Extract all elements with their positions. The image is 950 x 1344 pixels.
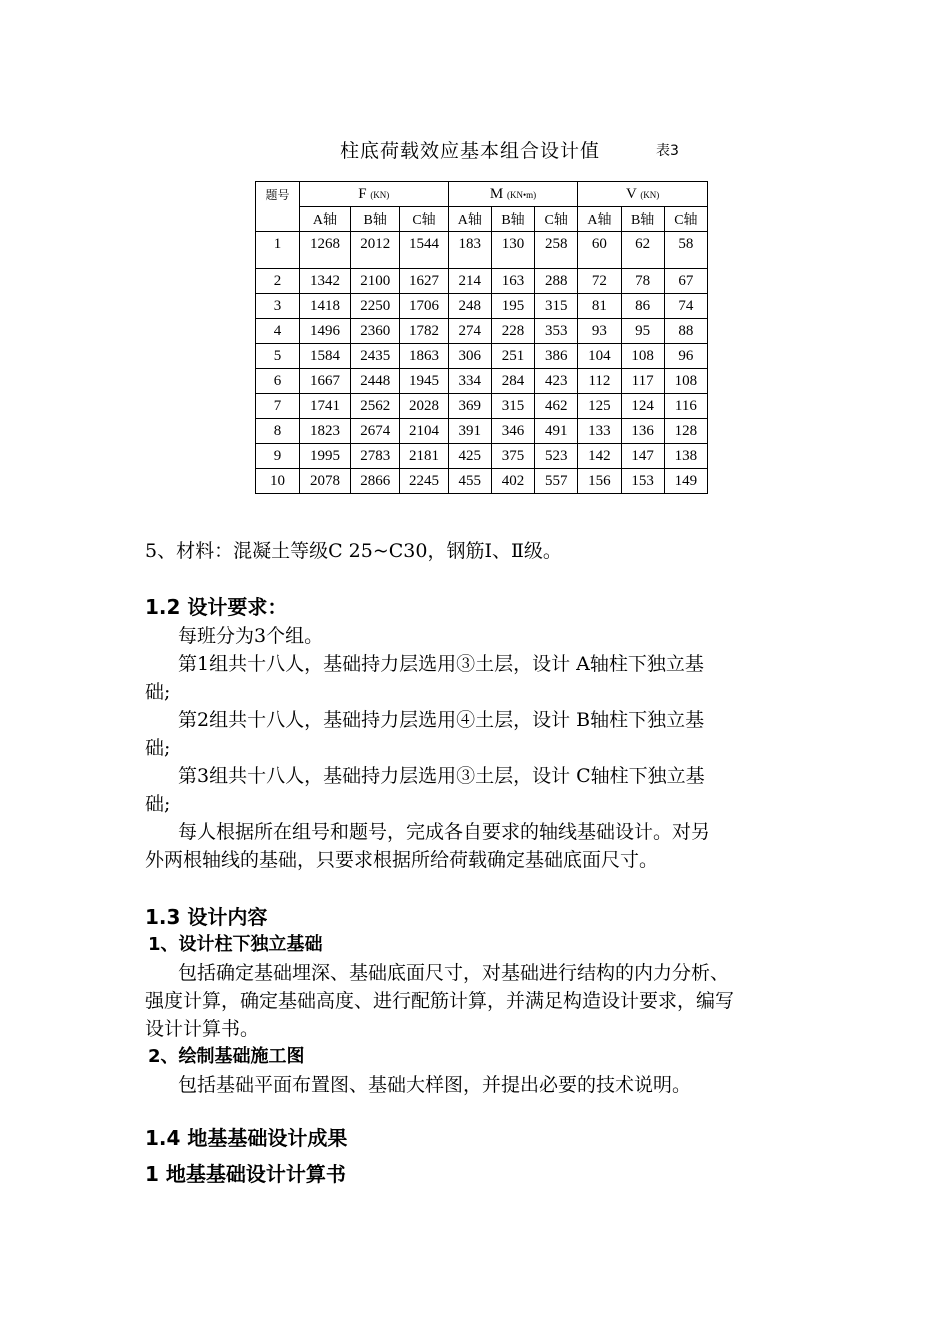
table-row <box>256 394 708 419</box>
table-axis-row <box>256 207 708 232</box>
value-cell: 315 <box>491 394 534 419</box>
subheading: 1 地基基础设计计算书 <box>145 1162 346 1186</box>
table-row <box>256 319 708 344</box>
value-cell: 2866 <box>351 469 400 494</box>
section-1-2-heading: 1.2 设计要求： <box>145 595 288 619</box>
value-cell: 1584 <box>299 344 350 369</box>
value-cell: 402 <box>491 469 534 494</box>
value-cell: 1706 <box>400 294 448 319</box>
value-cell: 346 <box>491 419 534 444</box>
value-cell: 116 <box>664 394 707 419</box>
value-cell: 334 <box>448 369 491 394</box>
axis-cell: B轴 <box>351 207 400 232</box>
section-1-4-heading: 1.4 地基基础设计成果 <box>145 1126 348 1150</box>
material-line: 5、材料：混凝土等级C 25~C30，钢筋Ⅰ、Ⅱ级。 <box>145 540 562 562</box>
row-number-cell: 3 <box>256 294 300 319</box>
value-cell: 96 <box>664 344 707 369</box>
value-cell: 284 <box>491 369 534 394</box>
value-cell: 2435 <box>351 344 400 369</box>
value-cell: 1823 <box>299 419 350 444</box>
value-cell: 1496 <box>299 319 350 344</box>
value-cell: 391 <box>448 419 491 444</box>
value-cell: 78 <box>621 269 664 294</box>
value-cell: 251 <box>491 344 534 369</box>
value-cell: 462 <box>535 394 578 419</box>
table-row <box>256 419 708 444</box>
axis-cell: C轴 <box>664 207 707 232</box>
value-cell: 136 <box>621 419 664 444</box>
value-cell: 2674 <box>351 419 400 444</box>
value-cell: 112 <box>578 369 621 394</box>
value-cell: 60 <box>578 232 621 269</box>
paragraph: 第2组共十八人，基础持力层选用④土层，设计 B轴柱下独立基 <box>178 709 705 731</box>
table-row <box>256 294 708 319</box>
value-cell: 1782 <box>400 319 448 344</box>
value-cell: 2028 <box>400 394 448 419</box>
paragraph: 包括基础平面布置图、基础大样图，并提出必要的技术说明。 <box>178 1074 692 1096</box>
header-V <box>578 182 708 207</box>
value-cell: 2250 <box>351 294 400 319</box>
paragraph: 第1组共十八人，基础持力层选用③土层，设计 A轴柱下独立基 <box>178 653 704 675</box>
header-M <box>448 182 578 207</box>
section-1-3-heading: 1.3 设计内容 <box>145 905 268 929</box>
value-cell: 1863 <box>400 344 448 369</box>
value-cell: 72 <box>578 269 621 294</box>
value-cell: 195 <box>491 294 534 319</box>
value-cell: 2562 <box>351 394 400 419</box>
value-cell: 2012 <box>351 232 400 269</box>
value-cell: 86 <box>621 294 664 319</box>
paragraph: 础; <box>145 681 171 703</box>
value-cell: 2181 <box>400 444 448 469</box>
header-V-symbol: V <box>626 185 637 202</box>
table-body <box>256 232 708 494</box>
value-cell: 248 <box>448 294 491 319</box>
value-cell: 153 <box>621 469 664 494</box>
table-header-row <box>256 182 708 207</box>
value-cell: 1995 <box>299 444 350 469</box>
paragraph: 设计计算书。 <box>145 1018 260 1040</box>
axis-cell: A轴 <box>448 207 491 232</box>
table-row <box>256 369 708 394</box>
value-cell: 147 <box>621 444 664 469</box>
value-cell: 1667 <box>299 369 350 394</box>
paragraph: 础; <box>145 737 171 759</box>
value-cell: 274 <box>448 319 491 344</box>
table-number: 表3 <box>656 143 679 159</box>
table-title: 柱底荷载效应基本组合设计值 <box>340 140 601 162</box>
paragraph: 强度计算，确定基础高度、进行配筋计算，并满足构造设计要求，编写 <box>145 990 735 1012</box>
value-cell: 1741 <box>299 394 350 419</box>
value-cell: 2360 <box>351 319 400 344</box>
value-cell: 138 <box>664 444 707 469</box>
paragraph: 外两根轴线的基础，只要求根据所给荷载确定基础底面尺寸。 <box>145 849 659 871</box>
header-F-unit: (KN) <box>370 189 390 200</box>
paragraph: 第3组共十八人，基础持力层选用③土层，设计 C轴柱下独立基 <box>178 765 705 787</box>
value-cell: 108 <box>621 344 664 369</box>
table-row <box>256 269 708 294</box>
header-M-unit: (KN•m) <box>506 189 537 200</box>
value-cell: 425 <box>448 444 491 469</box>
value-cell: 258 <box>535 232 578 269</box>
value-cell: 130 <box>491 232 534 269</box>
value-cell: 228 <box>491 319 534 344</box>
paragraph: 每人根据所在组号和题号，完成各自要求的轴线基础设计。对另 <box>178 821 711 843</box>
value-cell: 315 <box>535 294 578 319</box>
table-row <box>256 232 708 269</box>
axis-cell: A轴 <box>299 207 350 232</box>
row-number-cell: 7 <box>256 394 300 419</box>
value-cell: 2245 <box>400 469 448 494</box>
paragraph: 每班分为3个组。 <box>178 625 324 647</box>
row-number-cell: 10 <box>256 469 300 494</box>
row-number-cell: 8 <box>256 419 300 444</box>
value-cell: 2104 <box>400 419 448 444</box>
value-cell: 58 <box>664 232 707 269</box>
value-cell: 104 <box>578 344 621 369</box>
value-cell: 93 <box>578 319 621 344</box>
value-cell: 67 <box>664 269 707 294</box>
table-row <box>256 344 708 369</box>
value-cell: 455 <box>448 469 491 494</box>
value-cell: 128 <box>664 419 707 444</box>
value-cell: 353 <box>535 319 578 344</box>
value-cell: 125 <box>578 394 621 419</box>
table-row <box>256 444 708 469</box>
axis-cell: C轴 <box>400 207 448 232</box>
header-V-unit: (KN) <box>640 189 660 200</box>
value-cell: 124 <box>621 394 664 419</box>
value-cell: 62 <box>621 232 664 269</box>
value-cell: 491 <box>535 419 578 444</box>
value-cell: 81 <box>578 294 621 319</box>
paragraph: 包括确定基础埋深、基础底面尺寸，对基础进行结构的内力分析、 <box>178 962 730 984</box>
value-cell: 156 <box>578 469 621 494</box>
row-number-cell: 6 <box>256 369 300 394</box>
axis-cell: C轴 <box>535 207 578 232</box>
table-row <box>256 469 708 494</box>
axis-cell: A轴 <box>578 207 621 232</box>
value-cell: 74 <box>664 294 707 319</box>
value-cell: 2078 <box>299 469 350 494</box>
row-number-cell: 2 <box>256 269 300 294</box>
value-cell: 423 <box>535 369 578 394</box>
value-cell: 88 <box>664 319 707 344</box>
value-cell: 1544 <box>400 232 448 269</box>
header-no: 题号 <box>256 182 300 232</box>
value-cell: 369 <box>448 394 491 419</box>
value-cell: 1418 <box>299 294 350 319</box>
value-cell: 163 <box>491 269 534 294</box>
value-cell: 2448 <box>351 369 400 394</box>
value-cell: 149 <box>664 469 707 494</box>
header-F-symbol: F <box>358 185 367 202</box>
value-cell: 95 <box>621 319 664 344</box>
subheading: 1、设计柱下独立基础 <box>148 934 323 955</box>
header-M-symbol: M <box>489 185 504 202</box>
value-cell: 214 <box>448 269 491 294</box>
row-number-cell: 4 <box>256 319 300 344</box>
value-cell: 142 <box>578 444 621 469</box>
value-cell: 386 <box>535 344 578 369</box>
axis-cell: B轴 <box>491 207 534 232</box>
value-cell: 2100 <box>351 269 400 294</box>
value-cell: 1945 <box>400 369 448 394</box>
value-cell: 133 <box>578 419 621 444</box>
row-number-cell: 9 <box>256 444 300 469</box>
row-number-cell: 5 <box>256 344 300 369</box>
value-cell: 557 <box>535 469 578 494</box>
value-cell: 1268 <box>299 232 350 269</box>
subheading: 2、绘制基础施工图 <box>148 1046 305 1067</box>
row-number-cell: 1 <box>256 232 300 269</box>
axis-cell: B轴 <box>621 207 664 232</box>
value-cell: 117 <box>621 369 664 394</box>
value-cell: 523 <box>535 444 578 469</box>
value-cell: 2783 <box>351 444 400 469</box>
value-cell: 183 <box>448 232 491 269</box>
value-cell: 108 <box>664 369 707 394</box>
value-cell: 1342 <box>299 269 350 294</box>
header-F <box>299 182 448 207</box>
value-cell: 288 <box>535 269 578 294</box>
load-table <box>255 181 708 494</box>
value-cell: 306 <box>448 344 491 369</box>
value-cell: 1627 <box>400 269 448 294</box>
paragraph: 础; <box>145 793 171 815</box>
value-cell: 375 <box>491 444 534 469</box>
